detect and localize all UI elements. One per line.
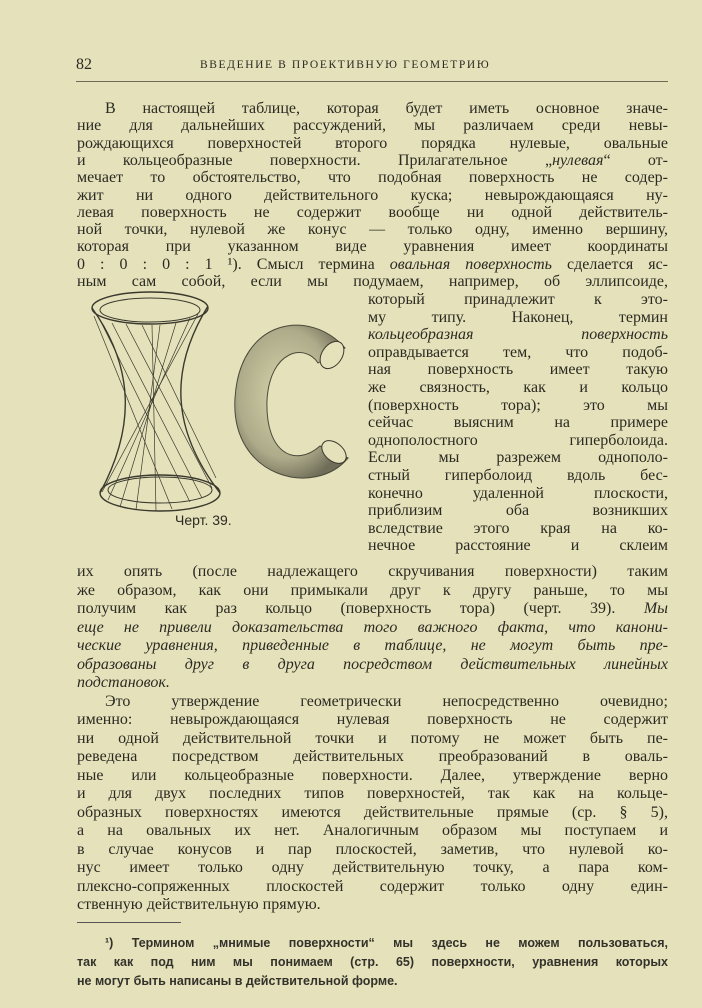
text-line (77, 711, 668, 729)
text-line (368, 467, 668, 485)
italic-text: еще не привели доказательства того важного факта, что канони- (77, 618, 668, 636)
text-line (77, 582, 668, 600)
text-span: и кольцеобразные поверхности. Прилагательное „ (77, 151, 553, 169)
header-rule (76, 81, 668, 82)
text-line (77, 169, 668, 187)
text-line (77, 785, 668, 803)
text-span: однополостного гиперболоида. (368, 431, 668, 449)
text-line (77, 656, 668, 674)
italic-text: ческие уравнения, приведенные в таблице, не могут быть пре- (77, 637, 668, 654)
running-title: ВВЕДЕНИЕ В ПРОЕКТИВНУЮ ГЕОМЕТРИЮ (200, 59, 491, 71)
text-span: получим как раз кольцо (поверхность тора) (черт. 39). (77, 600, 644, 617)
text-span: образных поверхностях имеются действительные прямые (ср. § 5), (77, 803, 668, 821)
text-span: ние для дальнейших рассуждений, мы различаем среди невы- (77, 117, 668, 135)
text-line (77, 878, 668, 896)
text-span: ным сам собой, если мы подумаем, например, об эллипсоиде, (77, 273, 668, 290)
text-span: стный гиперболоид вдоль бес- (368, 467, 668, 484)
text-span: нус имеет только одну действительную точку, а пара ком- (77, 859, 668, 876)
text-span: реведена посредством действительных преобразований в оваль- (77, 748, 668, 765)
text-line (77, 637, 668, 655)
text-line (368, 502, 668, 520)
text-span: ни одной действительной точки и потому не может быть пе- (77, 729, 668, 747)
text-span: левая поверхность не содержит вообще ни одной действитель- (77, 203, 668, 221)
text-span: оправдывается тем, что подоб- (368, 343, 668, 361)
text-line (77, 730, 668, 748)
text-line (77, 152, 668, 170)
text-span: сделается яс- (551, 255, 669, 273)
text-span: вследствие этого края на ко- (368, 519, 668, 537)
text-line (368, 291, 668, 309)
text-span: ной точки, нулевой же конус — только одну, именно вершину, (77, 221, 668, 239)
text-line (368, 326, 668, 344)
text-span: приблизим оба возникших (368, 502, 668, 520)
text-span: “ от- (603, 151, 668, 169)
text-line (368, 432, 668, 450)
text-span: в случае конусов и пар плоскостей, заметив, что нулевой ко- (77, 840, 668, 858)
text-line (368, 344, 668, 362)
page-number: 82 (76, 56, 92, 73)
text-line (368, 309, 668, 327)
footnote-line: так как под ним мы понимаем (стр. 65) поверхности, уравнения которых (77, 955, 668, 969)
text-line (77, 859, 668, 877)
text-span: ственную действительную прямую. (77, 896, 321, 913)
text-line (77, 674, 668, 692)
text-span: сейчас выясним на примере (368, 414, 668, 432)
text-span: мечает то обстоятельство, что подобная поверхность не содер- (77, 169, 668, 187)
text-line (77, 600, 668, 618)
text-line (77, 204, 668, 222)
text-line (77, 238, 668, 256)
italic-text: кольцеобразная поверхность (368, 326, 668, 344)
text-span: му типу. Наконец, термин (368, 308, 668, 326)
text-line (368, 361, 668, 379)
hyperboloid-and-torus-illustration (80, 288, 370, 518)
italic-text: подстановок. (77, 674, 170, 691)
text-line (77, 563, 668, 581)
text-line (368, 449, 668, 467)
text-line (77, 822, 668, 840)
text-line (77, 841, 668, 859)
text-line (77, 748, 668, 766)
italic-text: овальная поверхность (389, 255, 552, 273)
text-line (77, 187, 668, 205)
text-span: ная поверхность имеет такую (368, 361, 668, 379)
figure-caption: Черт. 39. (175, 512, 232, 528)
text-span: нечное расстояние и склеим (368, 537, 668, 555)
footnote-line: ¹) Термином „мнимые поверхности“ мы здесь не можем пользоваться, (105, 936, 668, 950)
text-line (77, 767, 668, 785)
footnote-rule (77, 922, 181, 923)
italic-text: Мы (643, 600, 668, 617)
text-line (77, 896, 668, 914)
text-span: плексно-сопряженных плоскостей содержит только одну един- (77, 877, 668, 895)
text-span: который принадлежит к это- (368, 291, 668, 308)
text-span: рождающихся поверхностей второго порядка нулевые, овальные (77, 134, 668, 152)
text-line (77, 117, 668, 135)
text-line (77, 256, 668, 274)
text-span: В настоящей таблице, которая будет иметь основное значе- (105, 100, 668, 117)
text-line (77, 619, 668, 637)
text-span: жит ни одного действительного куска; невырождающаяся ну- (77, 186, 668, 204)
text-line (77, 221, 668, 239)
text-span: Если мы разрежем однополо- (368, 449, 668, 467)
hyperboloid-drawing (92, 292, 220, 511)
text-span: (поверхность тора); это мы (368, 396, 668, 414)
text-line (77, 693, 668, 711)
text-span: а на овальных их нет. Аналогичным образом мы поступаем и (77, 822, 668, 839)
italic-text: нулевая (552, 151, 604, 169)
text-span: и для двух последних типов поверхностей, так как на кольце- (77, 785, 668, 802)
text-span: именно: невырождающаяся нулевая поверхность не содержит (77, 711, 668, 728)
figure-39 (80, 288, 370, 518)
torus-drawing (235, 325, 351, 478)
text-line (368, 520, 668, 538)
text-line (77, 100, 668, 118)
text-span: же связность, как и кольцо (368, 379, 668, 396)
text-line (77, 135, 668, 153)
text-span: Это утверждение геометрически непосредственно очевидно; (105, 692, 668, 710)
text-span: ные или кольцеобразные поверхности. Далее, утверждение верно (77, 766, 668, 784)
text-span: же образом, как они примыкали друг к другу раньше, то мы (77, 581, 668, 599)
text-span: 0 : 0 : 0 : 1 ¹). Смысл термина (77, 255, 390, 273)
text-span: их опять (после надлежащего скручивания поверхности) таким (77, 563, 668, 580)
italic-text: образованы друг в друга посредством действительных линейных (77, 655, 668, 673)
text-line (368, 379, 668, 397)
text-line (77, 804, 668, 822)
footnote-line: не могут быть написаны в действительной форме. (77, 974, 398, 988)
text-span: которая при указанном виде уравнения имеет координаты (77, 238, 668, 256)
text-line (368, 485, 668, 503)
text-line (368, 537, 668, 555)
text-span: конечно удаленной плоскости, (368, 484, 668, 502)
text-line (368, 414, 668, 432)
text-line (368, 397, 668, 415)
